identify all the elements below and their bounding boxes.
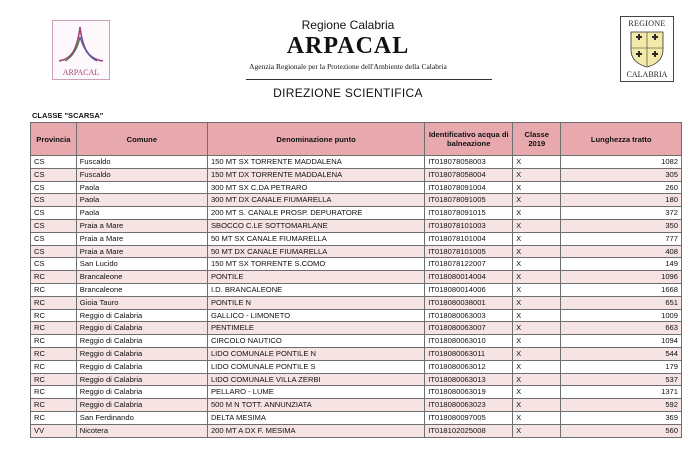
cell-comune: Praia a Mare [76, 245, 207, 258]
cell-denominazione: PENTIMELE [207, 322, 424, 335]
table-row [31, 219, 682, 232]
cell-comune: Reggio di Calabria [76, 309, 207, 322]
cell-provincia: RC [31, 411, 77, 424]
cell-lunghezza: 1082 [561, 156, 682, 169]
cell-provincia: RC [31, 283, 77, 296]
cell-denominazione: CIRCOLO NAUTICO [207, 335, 424, 348]
cell-denominazione: PELLARO - LUME [207, 386, 424, 399]
table-row [31, 245, 682, 258]
table-row [31, 322, 682, 335]
cell-provincia: VV [31, 424, 77, 437]
cell-provincia: CS [31, 181, 77, 194]
cell-classe: X [513, 181, 561, 194]
table-row [31, 283, 682, 296]
cell-comune: Reggio di Calabria [76, 373, 207, 386]
cell-comune: Gioia Tauro [76, 296, 207, 309]
cell-provincia: CS [31, 194, 77, 207]
cell-denominazione: 150 MT DX TORRENTE MADDALENA [207, 168, 424, 181]
cell-classe: X [513, 258, 561, 271]
cell-identificativo: IT018080063007 [425, 322, 513, 335]
cell-lunghezza: 149 [561, 258, 682, 271]
cell-denominazione: 150 MT SX TORRENTE S.COMO [207, 258, 424, 271]
cell-classe: X [513, 232, 561, 245]
cell-classe: X [513, 360, 561, 373]
logo-right-bottom-text: CALABRIA [626, 70, 668, 79]
table-row [31, 232, 682, 245]
cell-classe: X [513, 296, 561, 309]
table-row [31, 207, 682, 220]
cell-denominazione: GALLICO - LIMONETO [207, 309, 424, 322]
org-name: ARPACAL [286, 33, 410, 59]
cell-provincia: CS [31, 168, 77, 181]
cell-identificativo: IT018078058003 [425, 156, 513, 169]
cell-comune: Praia a Mare [76, 232, 207, 245]
cell-identificativo: IT018080014006 [425, 283, 513, 296]
cell-lunghezza: 305 [561, 168, 682, 181]
cell-lunghezza: 1009 [561, 309, 682, 322]
cell-classe: X [513, 245, 561, 258]
cell-provincia: RC [31, 347, 77, 360]
cell-identificativo: IT018078091004 [425, 181, 513, 194]
cell-lunghezza: 560 [561, 424, 682, 437]
cell-identificativo: IT018080063023 [425, 399, 513, 412]
cell-provincia: CS [31, 207, 77, 220]
cell-identificativo: IT018078122007 [425, 258, 513, 271]
document-header [0, 0, 696, 112]
cell-denominazione: I.D. BRANCALEONE [207, 283, 424, 296]
cell-provincia: CS [31, 245, 77, 258]
cell-identificativo: IT018080063019 [425, 386, 513, 399]
cell-comune: Paola [76, 181, 207, 194]
table-row [31, 309, 682, 322]
cell-lunghezza: 408 [561, 245, 682, 258]
cell-identificativo: IT018080038001 [425, 296, 513, 309]
cell-identificativo: IT018078058004 [425, 168, 513, 181]
cell-identificativo: IT018078101003 [425, 219, 513, 232]
cell-provincia: RC [31, 309, 77, 322]
cell-provincia: RC [31, 360, 77, 373]
cell-provincia: RC [31, 335, 77, 348]
cell-denominazione: LIDO COMUNALE VILLA ZERBI [207, 373, 424, 386]
cell-classe: X [513, 335, 561, 348]
cell-identificativo: IT018080063010 [425, 335, 513, 348]
col-header-identificativo: Identificativo acqua di balneazione [425, 123, 513, 156]
cell-lunghezza: 777 [561, 232, 682, 245]
cell-identificativo: IT018080063013 [425, 373, 513, 386]
col-header-comune: Comune [76, 123, 207, 156]
cell-denominazione: 50 MT DX CANALE FIUMARELLA [207, 245, 424, 258]
cell-comune: Brancaleone [76, 271, 207, 284]
cell-provincia: RC [31, 271, 77, 284]
cell-denominazione: 200 MT A DX F. MESIMA [207, 424, 424, 437]
cell-identificativo: IT018080063003 [425, 309, 513, 322]
cell-identificativo: IT018080097005 [425, 411, 513, 424]
cell-comune: Reggio di Calabria [76, 347, 207, 360]
table-header-row [31, 123, 682, 156]
table-row [31, 360, 682, 373]
cell-identificativo: IT018078101004 [425, 232, 513, 245]
cell-denominazione: 500 M N TOTT. ANNUNZIATA [207, 399, 424, 412]
cell-comune: Reggio di Calabria [76, 386, 207, 399]
cell-lunghezza: 663 [561, 322, 682, 335]
cell-comune: Fuscaldo [76, 168, 207, 181]
col-header-classe: Classe 2019 [513, 123, 561, 156]
cell-identificativo: IT018078091015 [425, 207, 513, 220]
cell-lunghezza: 1094 [561, 335, 682, 348]
cell-provincia: CS [31, 232, 77, 245]
direction-title: DIREZIONE SCIENTIFICA [273, 86, 423, 100]
cell-classe: X [513, 411, 561, 424]
table-body [31, 156, 682, 438]
cell-comune: Paola [76, 194, 207, 207]
cell-classe: X [513, 219, 561, 232]
logo-left-text: ARPACAL [62, 68, 100, 77]
cell-comune: Brancaleone [76, 283, 207, 296]
cell-classe: X [513, 424, 561, 437]
cell-lunghezza: 1371 [561, 386, 682, 399]
cell-classe: X [513, 309, 561, 322]
cell-denominazione: LIDO COMUNALE PONTILE N [207, 347, 424, 360]
col-header-denominazione: Denominazione punto [207, 123, 424, 156]
cell-identificativo: IT018102025008 [425, 424, 513, 437]
cell-classe: X [513, 322, 561, 335]
cell-comune: Reggio di Calabria [76, 322, 207, 335]
cell-lunghezza: 1096 [561, 271, 682, 284]
cell-comune: Paola [76, 207, 207, 220]
cell-comune: Praia a Mare [76, 219, 207, 232]
cell-classe: X [513, 373, 561, 386]
table-row [31, 373, 682, 386]
cell-comune: San Lucido [76, 258, 207, 271]
cell-classe: X [513, 399, 561, 412]
cell-denominazione: PONTILE [207, 271, 424, 284]
cell-identificativo: IT018078091005 [425, 194, 513, 207]
cell-denominazione: 300 MT DX CANALE FIUMARELLA [207, 194, 424, 207]
cell-lunghezza: 179 [561, 360, 682, 373]
cell-denominazione: 300 MT SX C.DA PETRARO [207, 181, 424, 194]
cell-identificativo: IT018080063012 [425, 360, 513, 373]
table-row [31, 258, 682, 271]
cell-classe: X [513, 194, 561, 207]
table-row [31, 386, 682, 399]
cell-provincia: RC [31, 296, 77, 309]
cell-classe: X [513, 156, 561, 169]
cell-denominazione: SBOCCO C.LE SOTTOMARLANE [207, 219, 424, 232]
bathing-waters-table [30, 122, 682, 438]
cell-classe: X [513, 283, 561, 296]
cell-lunghezza: 544 [561, 347, 682, 360]
cell-lunghezza: 369 [561, 411, 682, 424]
cell-lunghezza: 372 [561, 207, 682, 220]
cell-classe: X [513, 271, 561, 284]
cell-provincia: CS [31, 258, 77, 271]
cell-denominazione: DELTA MESIMA [207, 411, 424, 424]
table-row [31, 156, 682, 169]
cell-classe: X [513, 347, 561, 360]
cell-identificativo: IT018080014004 [425, 271, 513, 284]
cell-lunghezza: 260 [561, 181, 682, 194]
col-header-lunghezza: Lunghezza tratto [561, 123, 682, 156]
table-row [31, 296, 682, 309]
cell-identificativo: IT018080063011 [425, 347, 513, 360]
cell-classe: X [513, 207, 561, 220]
header-divider [246, 79, 492, 80]
table-row [31, 347, 682, 360]
cell-identificativo: IT018078101005 [425, 245, 513, 258]
cell-lunghezza: 592 [561, 399, 682, 412]
cell-classe: X [513, 386, 561, 399]
cell-provincia: RC [31, 373, 77, 386]
cell-comune: Nicotera [76, 424, 207, 437]
logo-right-top-text: REGIONE [628, 19, 666, 28]
cell-classe: X [513, 168, 561, 181]
section-title: CLASSE "SCARSA" [32, 111, 104, 120]
table-row [31, 399, 682, 412]
cell-provincia: RC [31, 399, 77, 412]
cell-denominazione: 200 MT S. CANALE PROSP. DEPURATORE [207, 207, 424, 220]
cell-provincia: CS [31, 219, 77, 232]
cell-provincia: RC [31, 386, 77, 399]
cell-denominazione: 150 MT SX TORRENTE MADDALENA [207, 156, 424, 169]
coat-of-arms-icon [629, 30, 665, 68]
cell-provincia: RC [31, 322, 77, 335]
table-row [31, 181, 682, 194]
cell-lunghezza: 1668 [561, 283, 682, 296]
table-row [31, 424, 682, 437]
table-row [31, 194, 682, 207]
table-row [31, 335, 682, 348]
cell-lunghezza: 651 [561, 296, 682, 309]
cell-comune: Reggio di Calabria [76, 335, 207, 348]
cell-denominazione: LIDO COMUNALE PONTILE S [207, 360, 424, 373]
cell-comune: Reggio di Calabria [76, 360, 207, 373]
cell-lunghezza: 350 [561, 219, 682, 232]
region-name: Regione Calabria [301, 18, 395, 32]
cell-lunghezza: 180 [561, 194, 682, 207]
col-header-provincia: Provincia [31, 123, 77, 156]
cell-denominazione: PONTILE N [207, 296, 424, 309]
cell-denominazione: 50 MT SX CANALE FIUMARELLA [207, 232, 424, 245]
table-row [31, 271, 682, 284]
cell-comune: Fuscaldo [76, 156, 207, 169]
cell-lunghezza: 537 [561, 373, 682, 386]
cell-comune: Reggio di Calabria [76, 399, 207, 412]
cell-provincia: CS [31, 156, 77, 169]
agency-name: Agenzia Regionale per la Protezione dell'Ambiente della Calabria [249, 62, 447, 71]
table-row [31, 411, 682, 424]
cell-comune: San Ferdinando [76, 411, 207, 424]
regione-calabria-logo [620, 16, 674, 82]
table-row [31, 168, 682, 181]
